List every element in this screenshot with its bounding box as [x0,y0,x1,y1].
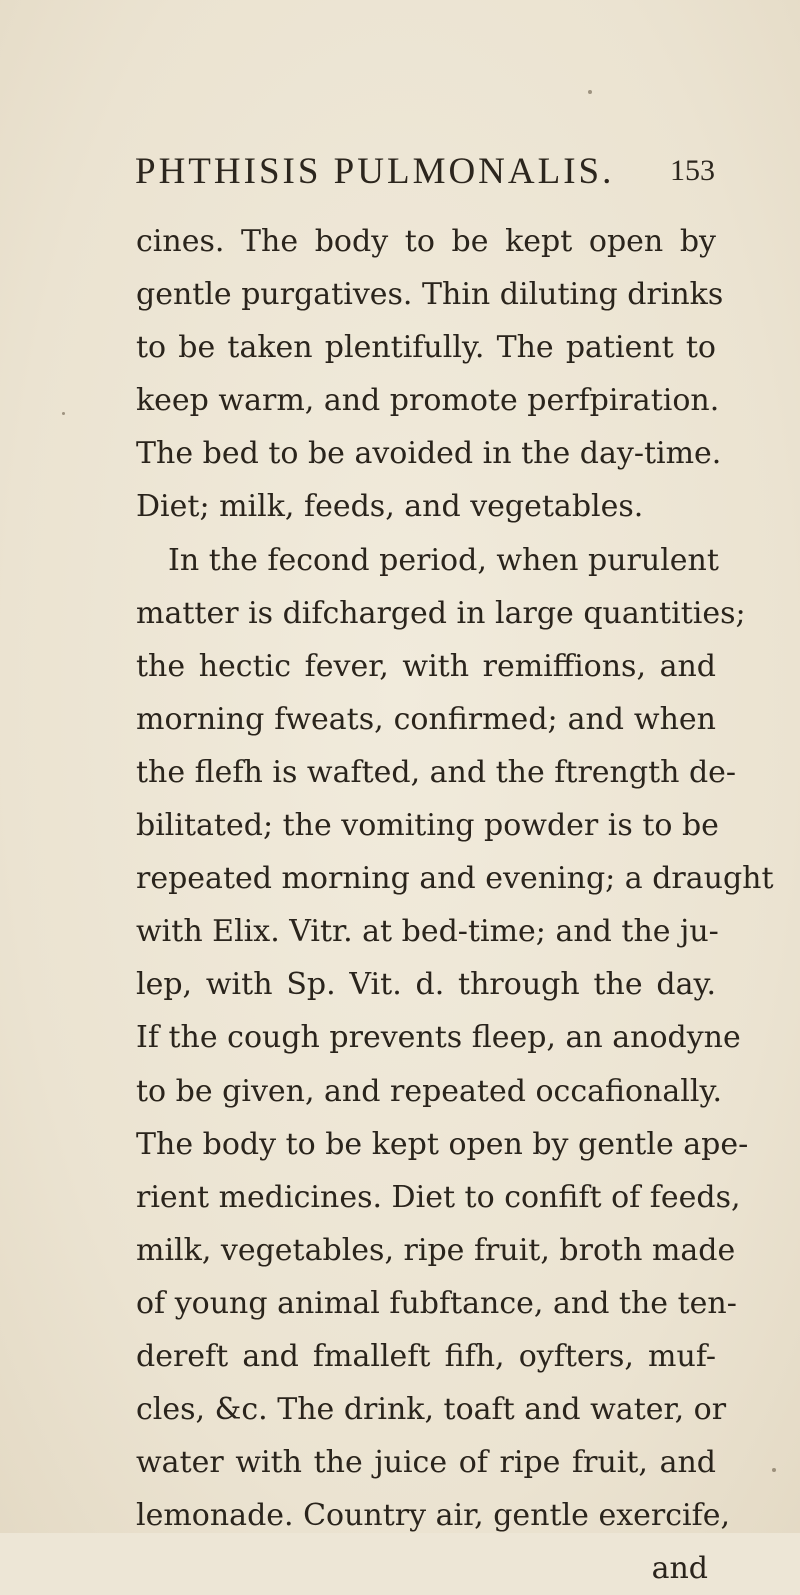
text-line: Diet; milk, feeds, and vegetables. [136,489,644,525]
text-line: of young animal fubftance, and the ten- [136,1285,737,1321]
text-line: lep, with Sp. Vit. d. through the day. [136,967,716,1003]
text-line: The bed to be avoided in the day-time. [136,436,722,472]
text-line: the flefh is wafted, and the ftrength de- [136,754,737,790]
body-text [136,215,774,1595]
text-line: repeated morning and evening; a draught [136,861,774,897]
text-line: to be taken plentifully. The patient to [136,330,716,366]
text-line: the hectic fever, with remiffions, and [136,648,716,684]
page-number: 153 [670,154,715,187]
text-line: keep warm, and promote perfpiration. [136,383,720,419]
running-header [135,150,715,200]
text-line: lemonade. Country air, gentle exercife, [136,1498,731,1534]
running-title: PHTHISIS PULMONALIS. [135,151,615,192]
text-line: If the cough prevents fleep, an anodyne [136,1020,741,1056]
text-line: cles, &c. The drink, toaft and water, or [136,1392,727,1428]
text-line: morning fweats, confirmed; and when [136,701,716,737]
text-line: rient medicines. Diet to confift of feeds, [136,1179,741,1215]
text-line: gentle purgatives. Thin diluting drinks [136,277,724,313]
paper-speck [588,90,592,94]
text-line: to be given, and repeated occafionally. [136,1073,722,1109]
text-line: water with the juice of ripe fruit, and [136,1445,716,1481]
text-line: dereft and fmalleft fifh, oyfters, muf- [136,1338,716,1374]
text-line: bilitated; the vomiting powder is to be [136,808,719,844]
paper-speck [62,412,65,415]
text-line: In the fecond period, when purulent [168,542,719,578]
text-line: milk, vegetables, ripe fruit, broth made [136,1232,736,1268]
text-line: matter is difcharged in large quantities; [136,595,746,631]
text-line: and [651,1551,708,1587]
text-line: The body to be kept open by gentle ape- [136,1126,749,1162]
text-line: with Elix. Vitr. at bed-time; and the ju- [136,914,719,950]
text-line: cines. The body to be kept open by [136,224,716,259]
paper-speck [772,1468,776,1472]
